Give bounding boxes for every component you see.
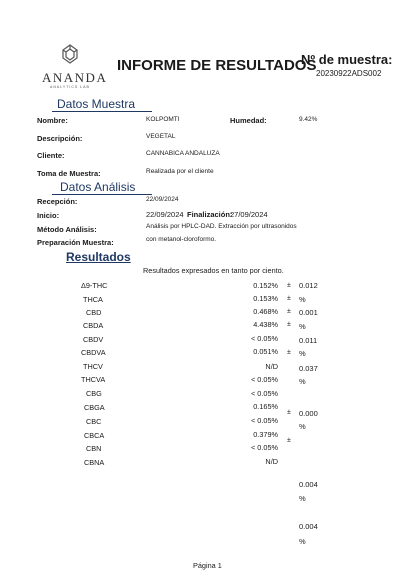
uncertainty-value: 0.000 bbox=[299, 409, 318, 418]
uncertainty-value: 0.012 bbox=[299, 281, 318, 290]
page-number: Página 1 bbox=[193, 561, 222, 570]
descripcion-value: VEGETAL bbox=[146, 133, 176, 140]
datos-analisis-rule bbox=[52, 194, 152, 195]
cliente-label: Cliente: bbox=[37, 151, 65, 160]
humedad-label: Humedad: bbox=[230, 116, 267, 125]
uncertainty-unit: % bbox=[299, 422, 306, 431]
analyte-value: 0.152% bbox=[253, 281, 278, 290]
resultados-heading: Resultados bbox=[66, 250, 131, 264]
plus-minus: ± bbox=[287, 308, 291, 315]
preparacion-label: Preparación Muestra: bbox=[37, 238, 114, 247]
finalizacion-value: 27/09/2024 bbox=[230, 210, 268, 219]
analyte-value: 4.438% bbox=[253, 320, 278, 329]
analyte-name: CBN bbox=[86, 444, 102, 453]
humedad-value: 9.42% bbox=[299, 116, 318, 123]
analyte-value: 0.153% bbox=[253, 294, 278, 303]
brand-subtitle: ANALYTICS LAB bbox=[50, 85, 90, 89]
plus-minus: ± bbox=[287, 349, 291, 356]
datos-muestra-rule bbox=[52, 111, 152, 112]
analyte-name: CBDVA bbox=[81, 348, 106, 357]
toma-muestra-value: Realizada por el cliente bbox=[146, 168, 214, 175]
toma-muestra-label: Toma de Muestra: bbox=[37, 169, 101, 178]
analyte-name: THCVA bbox=[81, 375, 106, 384]
nombre-label: Nombre: bbox=[37, 116, 68, 125]
brand-name: ANANDA bbox=[42, 70, 108, 85]
uncertainty-unit: % bbox=[299, 295, 306, 304]
analyte-value: < 0.05% bbox=[251, 334, 278, 343]
uncertainty-unit: % bbox=[299, 349, 306, 358]
analyte-name: CBDV bbox=[83, 335, 104, 344]
uncertainty-value: 0.037 bbox=[299, 364, 318, 373]
analyte-name: Δ9-THC bbox=[81, 281, 108, 290]
analyte-name: CBGA bbox=[84, 403, 105, 412]
analyte-name: THCA bbox=[83, 295, 103, 304]
metodo-analisis-label: Método Análisis: bbox=[37, 225, 97, 234]
analyte-value: < 0.05% bbox=[251, 416, 278, 425]
plus-minus: ± bbox=[287, 295, 291, 302]
recepcion-label: Recepción: bbox=[37, 197, 78, 206]
uncertainty-unit: % bbox=[299, 322, 306, 331]
plus-minus: ± bbox=[287, 437, 291, 444]
ananda-logo-icon bbox=[40, 42, 100, 72]
analyte-name: CBDA bbox=[83, 321, 104, 330]
datos-analisis-heading: Datos Análisis bbox=[60, 180, 136, 194]
uncertainty-unit: % bbox=[299, 377, 306, 386]
analyte-value: 0.468% bbox=[253, 307, 278, 316]
uncertainty-value: 0.001 bbox=[299, 308, 318, 317]
plus-minus: ± bbox=[287, 409, 291, 416]
resultados-note: Resultados expresados en tanto por ciento. bbox=[143, 266, 284, 275]
analyte-value: < 0.05% bbox=[251, 389, 278, 398]
finalizacion-label: Finalización: bbox=[187, 210, 233, 219]
analyte-value: 0.051% bbox=[253, 347, 278, 356]
inicio-label: Inicio: bbox=[37, 211, 60, 220]
analyte-value: < 0.05% bbox=[251, 443, 278, 452]
uncertainty-unit: % bbox=[299, 494, 306, 503]
analyte-name: CBCA bbox=[84, 431, 105, 440]
uncertainty-value: 0.011 bbox=[299, 336, 318, 345]
analyte-value: 0.165% bbox=[253, 402, 278, 411]
sample-number-label: Nº de muestra: bbox=[301, 52, 393, 67]
uncertainty-value: 0.004 bbox=[299, 522, 318, 531]
preparacion-value: con metanol-cloroformo. bbox=[146, 236, 217, 243]
cliente-value: CANNABICA ANDALUZA bbox=[146, 150, 220, 157]
analyte-name: CBNA bbox=[84, 458, 105, 467]
descripcion-label: Descripción: bbox=[37, 134, 83, 143]
analyte-value: N/D bbox=[265, 362, 278, 371]
sample-number-value: 20230922ADS002 bbox=[316, 69, 382, 78]
analyte-name: CBD bbox=[86, 308, 102, 317]
analyte-value: 0.379% bbox=[253, 430, 278, 439]
recepcion-value: 22/09/2024 bbox=[146, 196, 179, 203]
plus-minus: ± bbox=[287, 321, 291, 328]
uncertainty-value: 0.004 bbox=[299, 480, 318, 489]
metodo-analisis-value: Análisis por HPLC-DAD. Extracción por ultrasonidos bbox=[146, 223, 297, 230]
uncertainty-unit: % bbox=[299, 537, 306, 546]
analyte-name: CBC bbox=[86, 417, 102, 426]
nombre-value: KOLPOMTI bbox=[146, 116, 180, 123]
report-title: INFORME DE RESULTADOS bbox=[117, 57, 317, 74]
analyte-value: N/D bbox=[265, 457, 278, 466]
analyte-name: CBG bbox=[86, 389, 102, 398]
analyte-value: < 0.05% bbox=[251, 375, 278, 384]
analyte-name: THCV bbox=[83, 362, 103, 371]
plus-minus: ± bbox=[287, 282, 291, 289]
datos-muestra-heading: Datos Muestra bbox=[57, 97, 136, 111]
inicio-value: 22/09/2024 bbox=[146, 210, 184, 219]
